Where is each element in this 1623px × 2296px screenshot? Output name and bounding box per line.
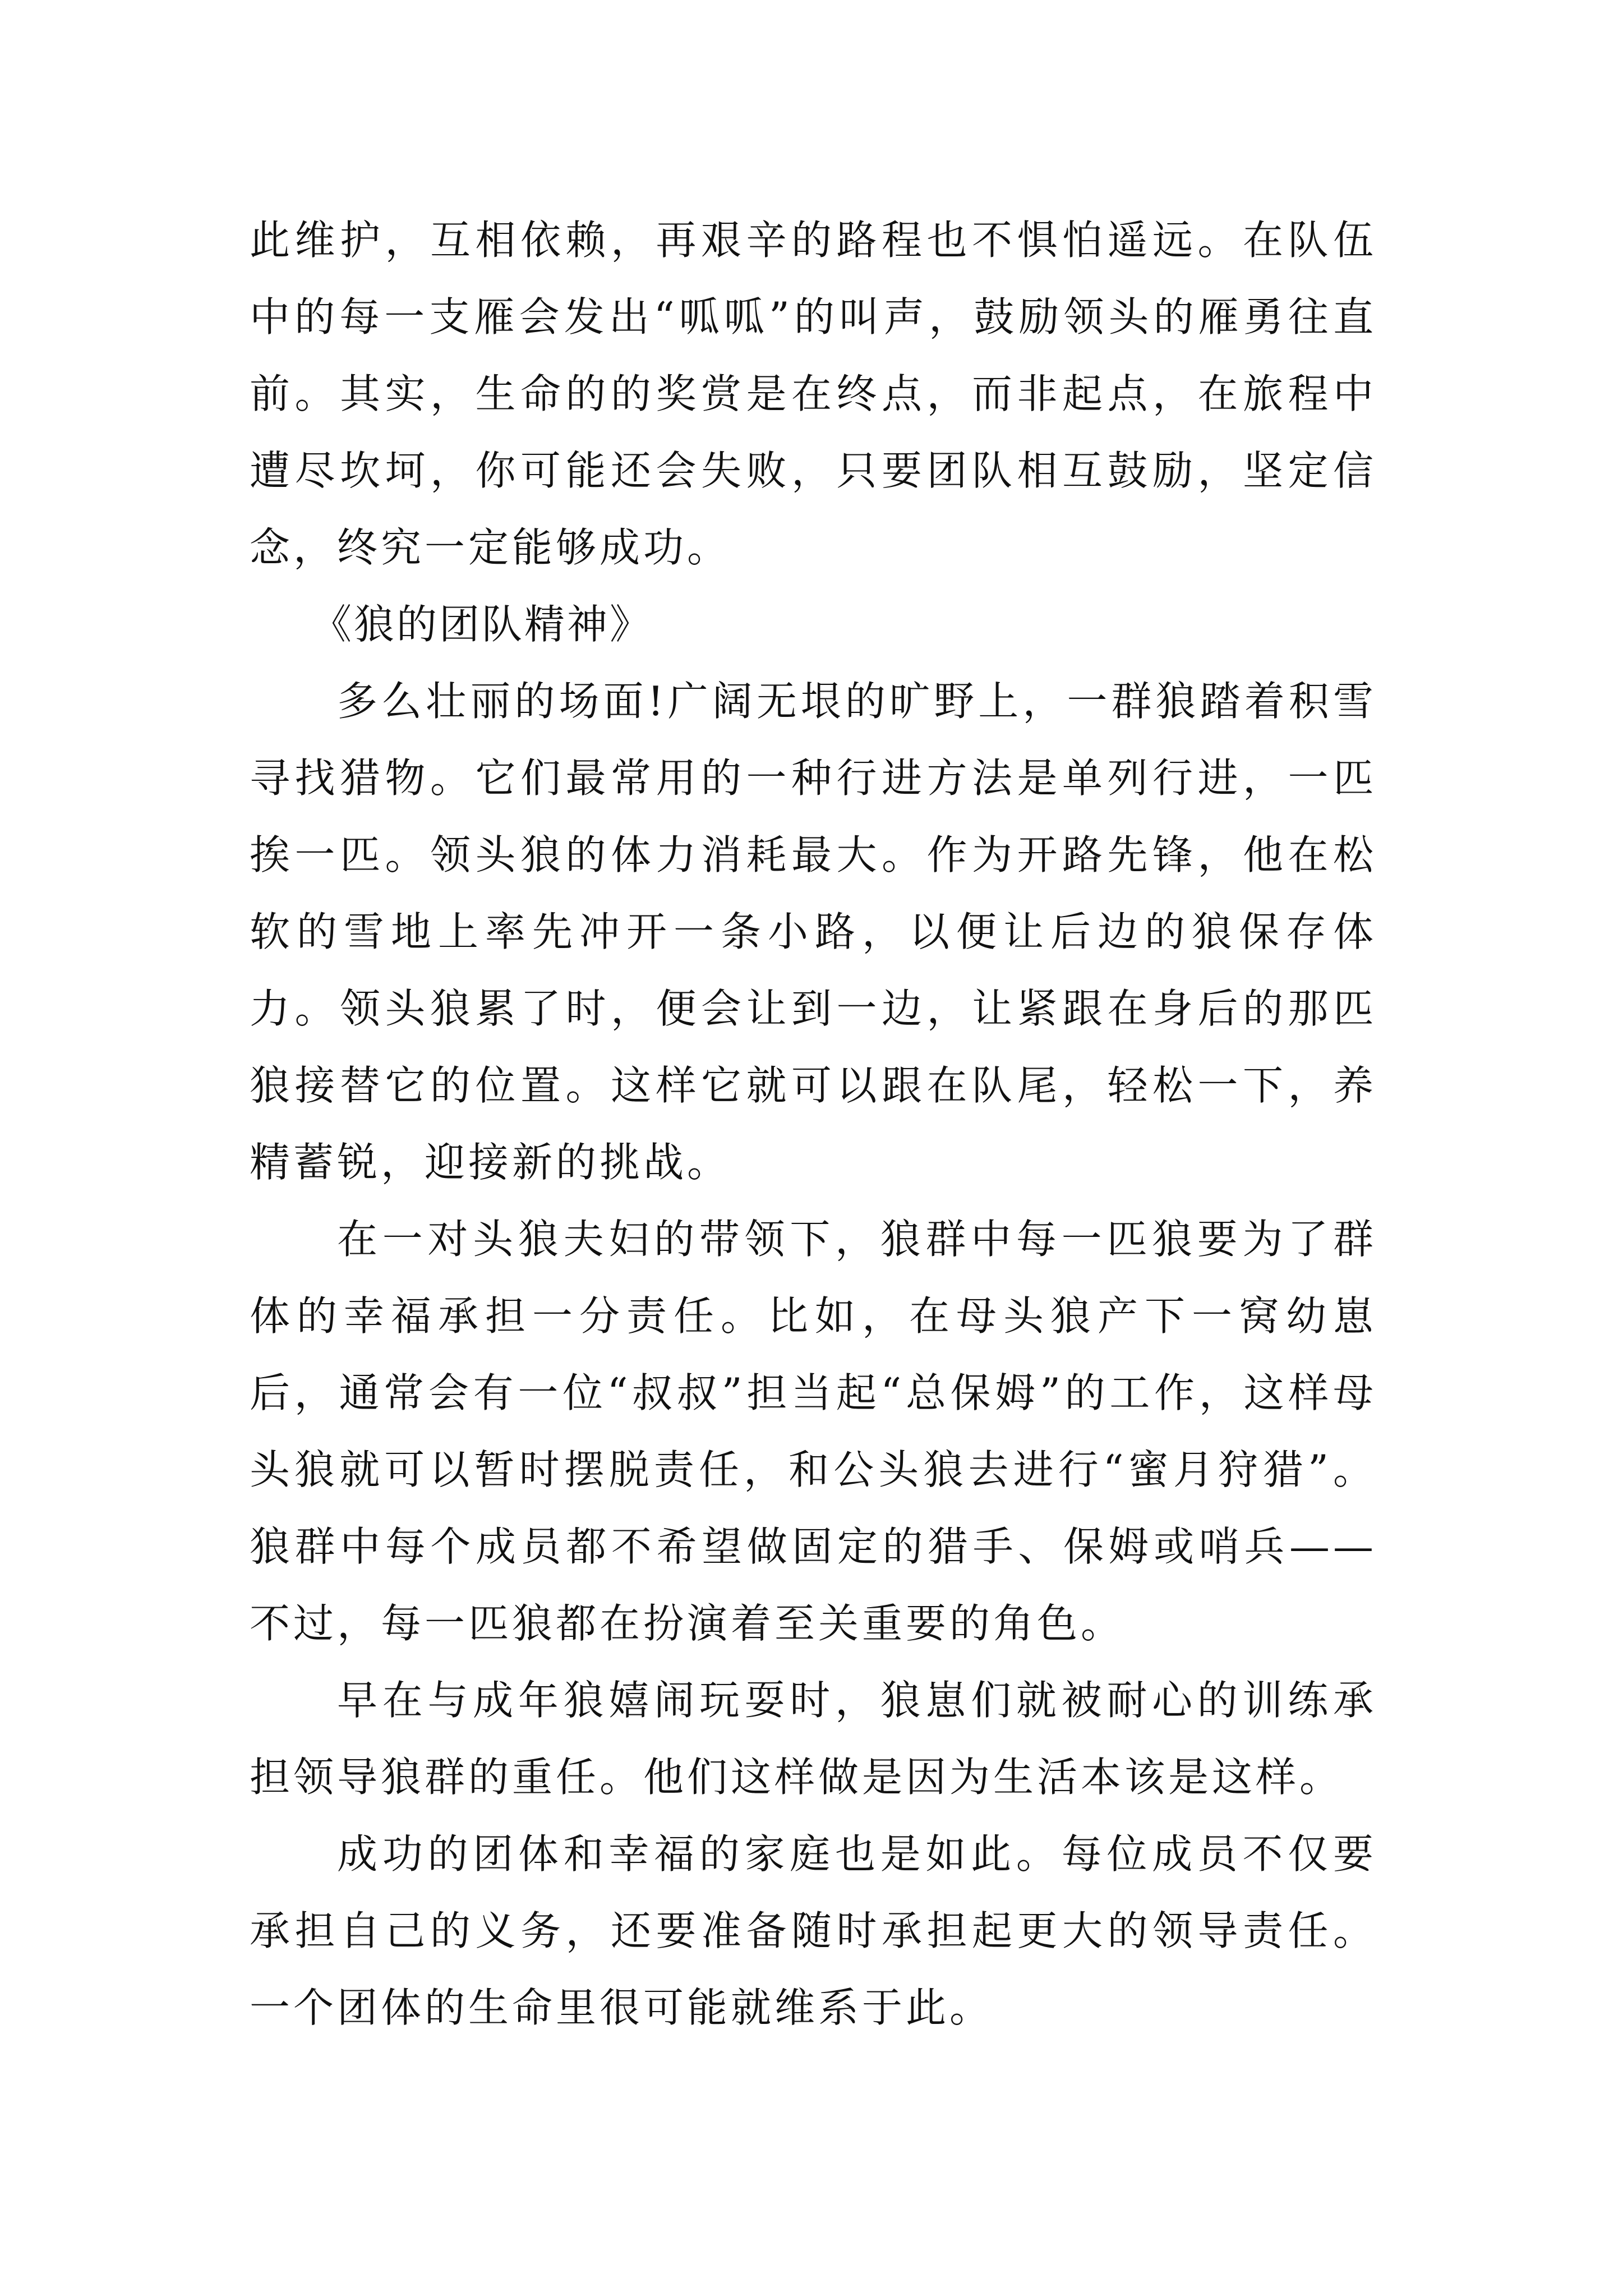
paragraph-team-success: 成功的团体和幸福的家庭也是如此。每位成员不仅要承担自己的义务，还要准备随时承担起更大的领导责任。一个团体的生命里很可能就维系于此。 xyxy=(250,1830,1377,2031)
section-title: 《狼的团队精神》 xyxy=(311,601,653,648)
paragraph-wolf-pack-roles: 在一对头狼夫妇的带领下，狼群中每一匹狼要为了群体的幸福承担一分责任。比如，在母头狼产下一窝幼崽后，通常会有一位“叔叔”担当起“总保姆”的工作，这样母头狼就可以暂时摆脱责任，和公头狼去进行“蜜月狩猎”。狼群中每个成员都不希望做固定的猎手、保姆或哨兵——不过，每一匹狼都在扮演着至关重要的角色。 xyxy=(250,1216,1377,1647)
document-page xyxy=(250,202,1377,2046)
paragraph-wolf-pack-march: 多么壮丽的场面!广阔无垠的旷野上，一群狼踏着积雪寻找猎物。它们最常用的一种行进方法是单列行进，一匹挨一匹。领头狼的体力消耗最大。作为开路先锋，他在松软的雪地上率先冲开一条小路，以便让后边的狼保存体力。领头狼累了时，便会让到一边，让紧跟在身后的那匹狼接替它的位置。这样它就可以跟在队尾，轻松一下，养精蓄锐，迎接新的挑战。 xyxy=(250,678,1377,1186)
paragraph-wolf-cubs: 早在与成年狼嬉闹玩耍时，狼崽们就被耐心的训练承担领导狼群的重任。他们这样做是因为生活本该是这样。 xyxy=(250,1677,1377,1801)
paragraph-continued: 此维护，互相依赖，再艰辛的路程也不惧怕遥远。在队伍中的每一支雁会发出“呱呱”的叫声，鼓励领头的雁勇往直前。其实，生命的的奖赏是在终点，而非起点，在旅程中遭尽坎坷，你可能还会失败，只要团队相互鼓励，坚定信念，终究一定能够成功。 xyxy=(250,217,1377,571)
